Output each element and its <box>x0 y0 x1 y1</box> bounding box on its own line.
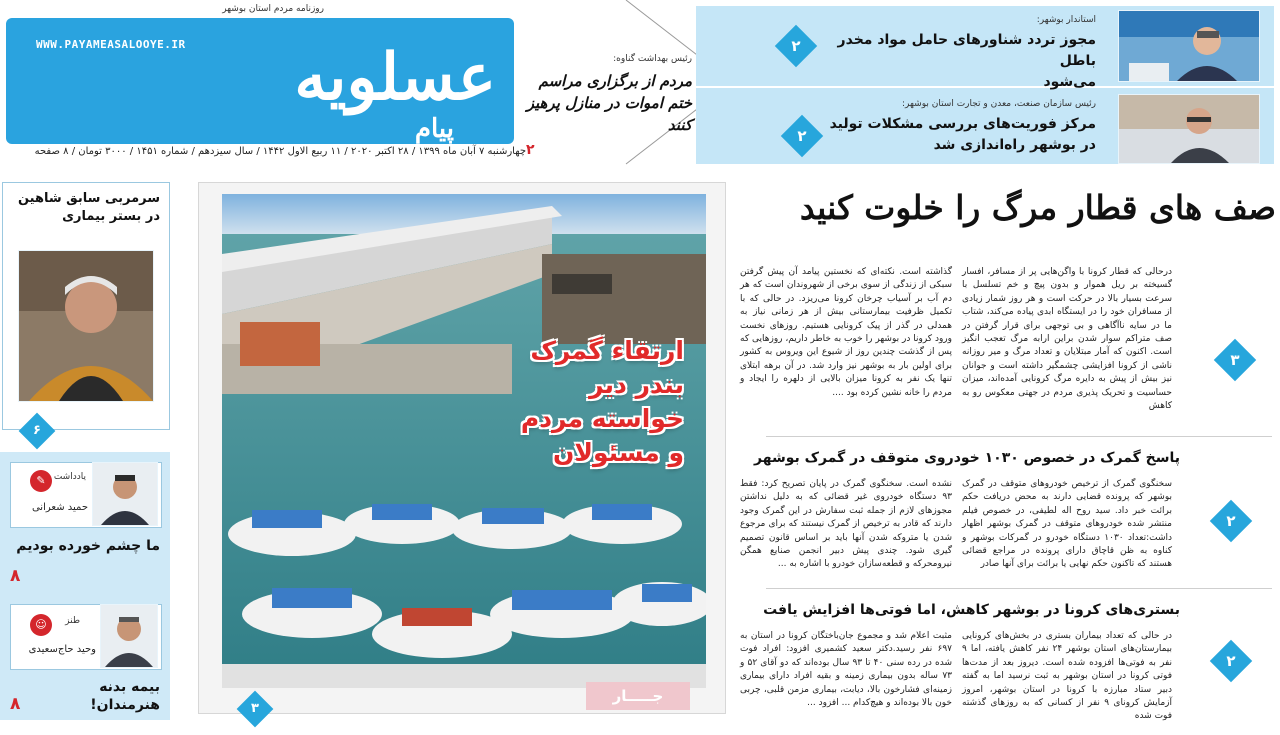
corona-article-col-2: مثبت اعلام شد و مجموع جان‌باختگان کرونا در استان به ۶۹۷ نفر رسید.دکتر سعید کشمیری افزود: افراد فوت شده در رده سنی ۴۰ تا ۹۳ سال بوده‌اند که دو آقای ۵۲ و ۷۳ ساله بدون بیماری زمینه و بقیه افراد دارای بیماری زمینه‌ای فشارخون بالا، دیابت، بیماری مزمن قلبی، چربی خون بالا بوده‌اند و هیچ‌کدام ... افزود ... <box>740 631 952 709</box>
top-news-photo-1 <box>1118 10 1260 82</box>
note-badge-1: ✎ <box>30 470 52 492</box>
note-headline-2-line-1: بیمه بدنه <box>99 679 160 695</box>
top-news-title-1-line-2: می‌شود <box>1043 74 1096 90</box>
article-divider-1 <box>766 436 1272 437</box>
corona-article-col-1: در حالی که تعداد بیماران بستری در بخش‌های کرونایی بیمارستان‌های استان بوشهر ۲۴ نفر کاهش یافته، اما ۹ نفر به فوتی‌ها افزوده شده است. دیروز بعد از مدت‌ها فوتی کرونا در استان بوشهر به ثبت نرسید اما به گفته دبیر ستاد مبارزه با کرونا در استان بوشهر، امروز آزمایش کرونای ۹ نفر از کسانی که به روزهای گذشته فوت شده <box>962 631 1173 722</box>
photo-caption-line-4: و مسئولان <box>553 438 684 467</box>
official-photo-icon <box>1119 95 1259 163</box>
note-author-photo-2 <box>100 604 158 668</box>
note-author-2: وحید حاج‌سعیدی <box>28 644 96 655</box>
masthead-url[interactable]: WWW.PAYAMEASALOOYE.IR <box>36 38 186 51</box>
top-news-title-2-line-1: مرکز فوریت‌های بررسی مشکلات تولید <box>829 116 1096 132</box>
masthead-page-number: ۲ <box>526 142 535 158</box>
note-page-1[interactable]: ۸ <box>10 566 21 586</box>
note-label-1: یادداشت <box>53 472 86 482</box>
photo-caption-line-3: خواسته مردم <box>520 404 684 433</box>
photo-caption-line-2: بندر دیر <box>589 370 684 399</box>
main-article-col-1: درحالی که قطار کرونا با واگن‌هایی پر از مسافر، افسار گسیخته بر ریل هموار و بدون پیچ و خم تسلسل با سرعت بسیار بالا در حرکت است و هر روز شمار زیادی از مسافران خود را در ایستگاه ابدی پیاده می‌کند، شتاب ما در سایه ناآگاهی و بی توجهی برای قرار گرفتن در صف متراکم سوار شدن براین ارابه مرگ تعجب انگیز است. اکنون که آمار مبتلایان و تعداد مرگ و میر روزانه ناشی از کرونا افزایشی چشمگیر داشته است و جوانان نیز بیش از پیش به دایره مرگ کرونایی آمده‌اند، میزان حساسیت و تحریک پذیری مردم در جهتی معکوس رو به کاهش <box>962 267 1172 412</box>
main-article-page[interactable]: ۳ <box>1214 339 1256 381</box>
masthead-logo-sub: پیام <box>414 114 454 144</box>
health-quote[interactable] <box>520 0 700 160</box>
top-news-role-2: رئیس سازمان صنعت، معدن و تجارت استان بوشهر: <box>902 99 1096 109</box>
masthead-logo-box[interactable] <box>6 18 514 144</box>
note-badge-2: ☺ <box>30 614 52 636</box>
issue-info: چهارشنبه ۷ آبان ماه ۱۳۹۹ / ۲۸ اکتبر ۲۰۲۰ / ۱۱ ربیع الاول ۱۴۴۲ / سال سیزدهم / شماره ۱۴۵۱ / ۳۰۰۰ تومان / ۸ صفحه <box>34 146 526 157</box>
customs-article-page[interactable]: ۲ <box>1210 500 1252 542</box>
masthead <box>6 4 526 162</box>
masthead-subtitle: روزنامه مردم استان بوشهر <box>222 4 324 14</box>
customs-article-title[interactable]: پاسخ گمرک در خصوص ۱۰۳۰ خودروی متوقف در گمرک بوشهر <box>754 450 1180 466</box>
main-headline[interactable]: صف های قطار مرگ را خلوت کنید <box>799 188 1276 227</box>
customs-article-col-1: سخنگوی گمرک از ترخیص خودروهای متوقف در گمرک بوشهر که پرونده قضایی دارند به محض دریافت حکم برائت خبر داد. سید روح اله لطیفی، در خصوص فیلم منتشر شده خودروهای متوقف در گمرک بوشهر اظهار داشت:تعداد ۱۰۳۰ دستگاه خودرو در گمرکات بوشهر و کناوه به ظن قاچاق دارای پرونده در مراجع قضائی هستند که تاکنون حکم نهایی یا برائت برای آنها صادر <box>962 479 1173 570</box>
top-news-photo-2 <box>1118 94 1260 164</box>
coach-photo <box>18 250 154 402</box>
photo-story-tag: جـــــار <box>586 682 690 710</box>
top-news-title-1[interactable] <box>800 30 1096 93</box>
corona-article-title[interactable]: بستری‌های کرونا در بوشهر کاهش، اما فوتی‌ها افزایش یافت <box>763 602 1180 618</box>
photo-story-page[interactable]: ۳ <box>237 691 274 728</box>
customs-article-col-2: نشده است. سخنگوی گمرک در پایان تصریح کرد: فقط ۹۳ دستگاه خودروی غیر قضائی که به دلیل نداشتن مجوزهای لازم از جمله ثبت سفارش در این گمرک وجود دارند که قادر به ترخیص از گمرک نیستند که برای مرجوع شدن یا متروکه شدن آنها باید بر اساس قانون تصمیم گیری شود. چندی پیش دبیر انجمن صنایع همگن نیرومحرکه و قطعه‌سازان خودرو با اشاره به ... <box>740 479 952 570</box>
top-news-title-2[interactable] <box>800 114 1096 156</box>
note-headline-1[interactable]: ما چشم خورده بودیم <box>16 538 160 554</box>
coach-story-page[interactable]: ۶ <box>19 413 56 450</box>
main-article-col-2: گذاشته است. نکته‌ای که نخستین پیامد آن پیش گرفتن سبکی از زندگی از سوی برخی از شهروندان است که هر دم آب بر آسیاب چرخان کرونا می‌ریزد. در حالی که با تکمیل ظرفیت بیمارستانی بیش از هر زمانی نیاز به همدلی در گذر از پیک کرونایی هستیم. روزهای نخست ورود کرونا در بوشهر را خوب به خاطر داریم، روزهایی که پس از گذشت چندین روز از شیوع این ویروس به کشور برای اولین بار به بوشهر نیز وارد شد. در آن برهه ابتلای تنها یک نفر به کرونا میزان بالایی از دلهره را ایجاد و مردم را خانه نشین کرده بود .... <box>740 267 952 398</box>
governor-photo-icon <box>1119 11 1259 81</box>
note-page-2[interactable]: ۸ <box>10 694 21 714</box>
note-author-1: حمید شعرانی <box>31 502 88 513</box>
health-quote-role: رئیس بهداشت گناوه: <box>613 54 692 64</box>
coach-story-title[interactable]: سرمربی سابق شاهین در بستر بیماری <box>17 191 160 224</box>
author-photo-icon-2 <box>101 605 157 667</box>
note-label-2: طنز <box>65 616 80 626</box>
top-news-page-2[interactable]: ۲ <box>781 115 823 157</box>
corona-article-page[interactable]: ۲ <box>1210 640 1252 682</box>
note-author-photo-1 <box>92 462 158 526</box>
top-news-role-1: استاندار بوشهر: <box>1036 15 1096 25</box>
coach-photo-icon <box>19 251 153 401</box>
note-headline-2-line-2: هنرمندان! <box>90 697 160 713</box>
author-photo-icon <box>93 463 157 525</box>
top-news-title-1-line-1: مجوز تردد شناورهای حامل مواد مخدر باطل <box>837 32 1096 69</box>
photo-caption-line-1: ارتقاء گمرک <box>530 336 684 365</box>
note-headline-2[interactable] <box>10 678 160 714</box>
masthead-logo: عسلویه <box>294 40 496 115</box>
top-news-page-1[interactable]: ۲ <box>775 25 817 67</box>
photo-story-caption[interactable] <box>488 334 684 470</box>
article-divider-2 <box>766 588 1272 589</box>
top-news-title-2-line-2: در بوشهر راه‌اندازی شد <box>933 137 1096 153</box>
health-quote-title[interactable]: مردم از برگزاری مراسم ختم اموات در منازل پرهیز کنند <box>526 72 692 134</box>
